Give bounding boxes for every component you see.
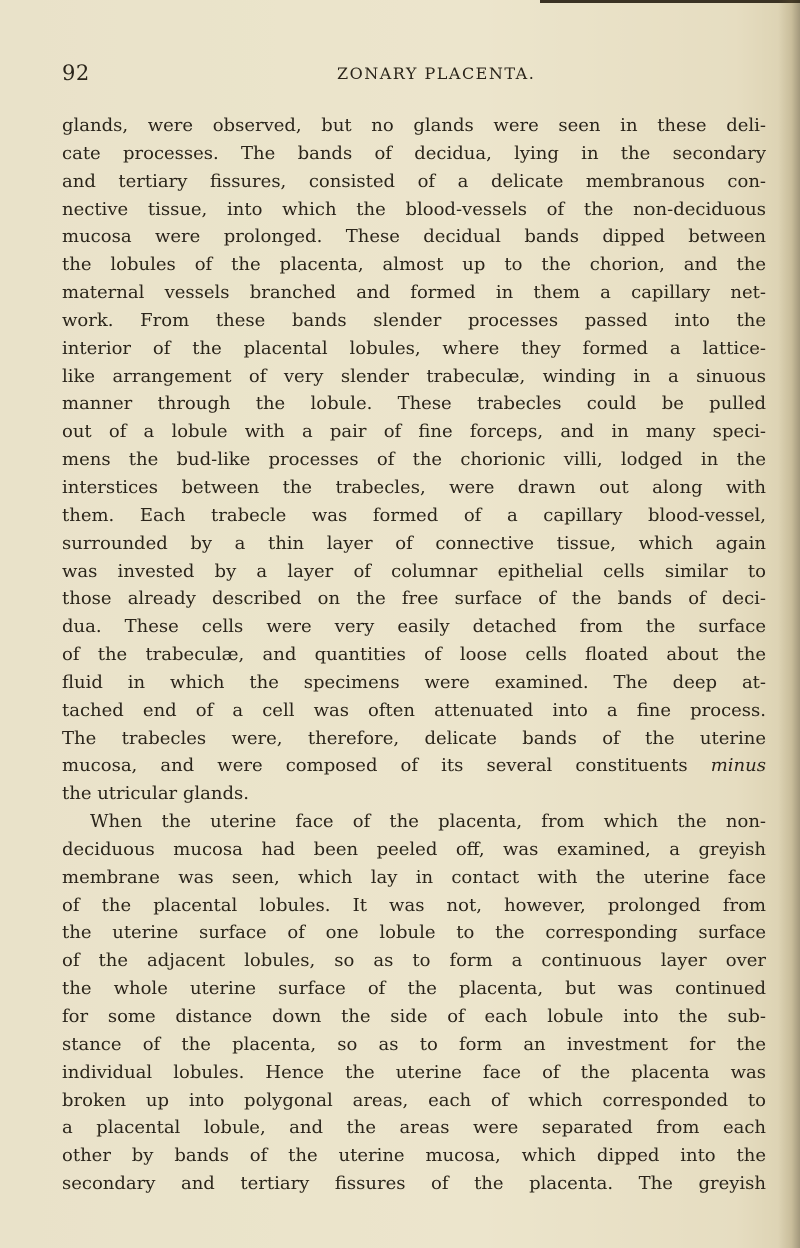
text-line: of the trabeculæ, and quantities of loose cells floated about the bbox=[62, 644, 766, 666]
text-line: interstices between the trabecles, were drawn out along with bbox=[62, 476, 766, 498]
text-line: membrane was seen, which lay in contact with the uterine face bbox=[62, 866, 766, 888]
text-line: deciduous mucosa had been peeled off, was examined, a greyish bbox=[62, 838, 766, 860]
paragraph-start-line: When the uterine face of the placenta, from which the non- bbox=[90, 811, 766, 833]
text-line: other by bands of the uterine mucosa, which dipped into the bbox=[62, 1145, 766, 1167]
text-line: The trabecles were, therefore, delicate bands of the uterine bbox=[62, 727, 766, 749]
text-line: out of a lobule with a pair of fine forceps, and in many speci- bbox=[62, 421, 766, 443]
page-header bbox=[0, 60, 800, 92]
text-line: fluid in which the specimens were examined. The deep at- bbox=[62, 671, 766, 693]
page-number: 92 bbox=[62, 61, 90, 85]
text-line: interior of the placental lobules, where they formed a lattice- bbox=[62, 337, 766, 359]
text-line: secondary and tertiary fissures of the placenta. The greyish bbox=[62, 1173, 766, 1195]
text-line: cate processes. The bands of decidua, lying in the secondary bbox=[62, 142, 766, 164]
text-line: of the placental lobules. It was not, however, prolonged from bbox=[62, 894, 766, 916]
text-segment: mucosa, and were composed of its several constituents bbox=[62, 755, 688, 777]
text-line: glands, were observed, but no glands were seen in these deli- bbox=[62, 115, 766, 136]
text-line: tached end of a cell was often attenuated into a fine process. bbox=[62, 699, 766, 721]
text-line: and tertiary fissures, consisted of a delicate membranous con- bbox=[62, 170, 766, 192]
text-line: was invested by a layer of columnar epithelial cells similar to bbox=[62, 560, 766, 582]
paragraph-end-line: the utricular glands. bbox=[62, 783, 249, 805]
text-line: them. Each trabecle was formed of a capillary blood-vessel, bbox=[62, 504, 766, 526]
text-line: of the adjacent lobules, so as to form a continuous layer over bbox=[62, 950, 766, 972]
text-line: stance of the placenta, so as to form an investment for the bbox=[62, 1033, 766, 1055]
text-line: surrounded by a thin layer of connective tissue, which again bbox=[62, 532, 766, 554]
text-line: individual lobules. Hence the uterine face of the placenta was bbox=[62, 1061, 766, 1083]
text-line: manner through the lobule. These trabecles could be pulled bbox=[62, 393, 766, 415]
text-line: like arrangement of very slender trabeculæ, winding in a sinuous bbox=[62, 365, 766, 387]
text-line: maternal vessels branched and formed in them a capillary net- bbox=[62, 282, 766, 304]
text-line: a placental lobule, and the areas were separated from each bbox=[62, 1117, 766, 1139]
text-line: nective tissue, into which the blood-vessels of the non-deciduous bbox=[62, 198, 766, 220]
page-edge-shadow bbox=[778, 0, 800, 1248]
body-text bbox=[62, 112, 766, 1198]
top-edge-rule bbox=[540, 0, 800, 3]
text-line-with-italic bbox=[62, 752, 766, 780]
text-line: work. From these bands slender processes passed into the bbox=[62, 309, 766, 331]
running-head: ZONARY PLACENTA. bbox=[337, 64, 536, 83]
text-line: the lobules of the placenta, almost up to the chorion, and the bbox=[62, 254, 766, 276]
text-line: broken up into polygonal areas, each of which corresponded to bbox=[62, 1089, 766, 1111]
text-line: the uterine surface of one lobule to the corresponding surface bbox=[62, 922, 766, 944]
text-line: mens the bud-like processes of the chorionic villi, lodged in the bbox=[62, 449, 766, 471]
text-line: dua. These cells were very easily detached from the surface bbox=[62, 616, 766, 638]
text-line: the whole uterine surface of the placenta, but was continued bbox=[62, 978, 766, 1000]
text-line: for some distance down the side of each lobule into the sub- bbox=[62, 1006, 766, 1027]
italic-word: minus bbox=[710, 755, 766, 777]
text-line: those already described on the free surface of the bands of deci- bbox=[62, 588, 766, 610]
text-line: mucosa were prolonged. These decidual bands dipped between bbox=[62, 226, 766, 248]
